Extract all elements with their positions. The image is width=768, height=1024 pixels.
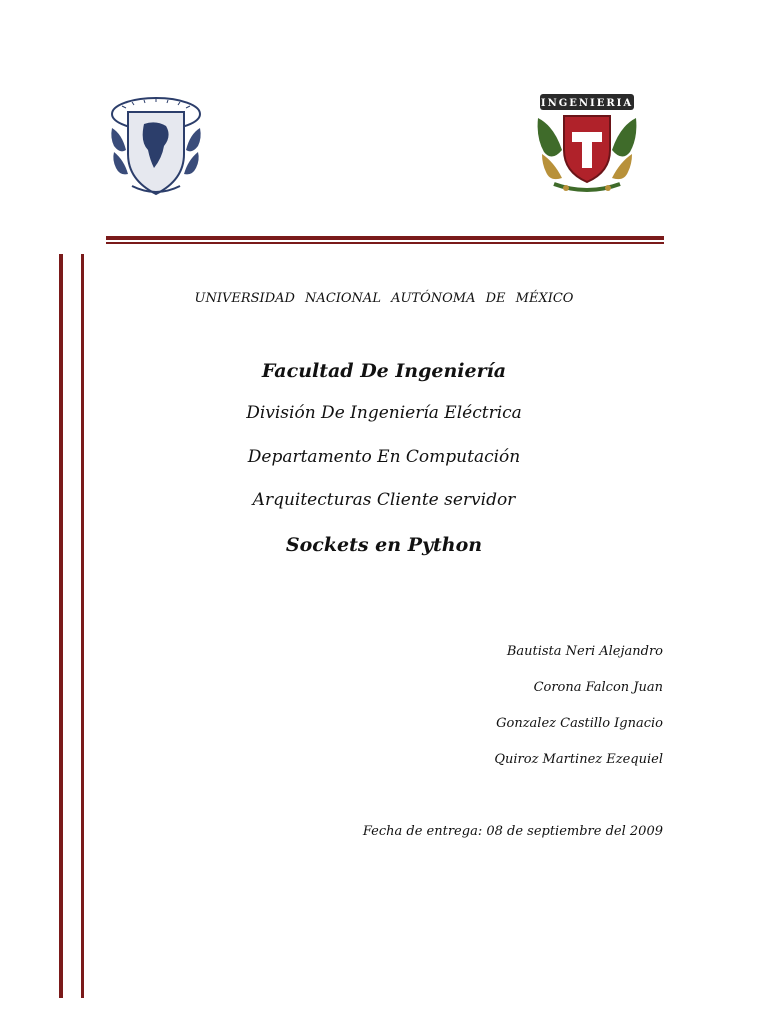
faculty-title: Facultad De Ingeniería xyxy=(261,360,507,382)
author-name: Bautista Neri Alejandro xyxy=(506,644,663,659)
author-name: Gonzalez Castillo Ignacio xyxy=(496,716,663,731)
topic-title: Sockets en Python xyxy=(285,534,483,556)
unam-crest-logo xyxy=(108,94,204,200)
author-name: Quiroz Martinez Ezequiel xyxy=(494,752,663,767)
division-title: División De Ingeniería Eléctrica xyxy=(246,403,522,423)
course-title: Arquitecturas Cliente servidor xyxy=(252,490,516,510)
header-double-rule xyxy=(106,236,664,244)
author-name: Corona Falcon Juan xyxy=(533,680,663,695)
ingenieria-crest-logo xyxy=(536,92,638,198)
university-name: UNIVERSIDAD NACIONAL AUTÓNOMA DE MÉXICO xyxy=(194,291,574,306)
department-title: Departamento En Computación xyxy=(247,447,521,467)
svg-text:INGENIERIA: INGENIERIA xyxy=(540,98,634,109)
delivery-date: Fecha de entrega: 08 de septiembre del 2009 xyxy=(362,824,663,839)
